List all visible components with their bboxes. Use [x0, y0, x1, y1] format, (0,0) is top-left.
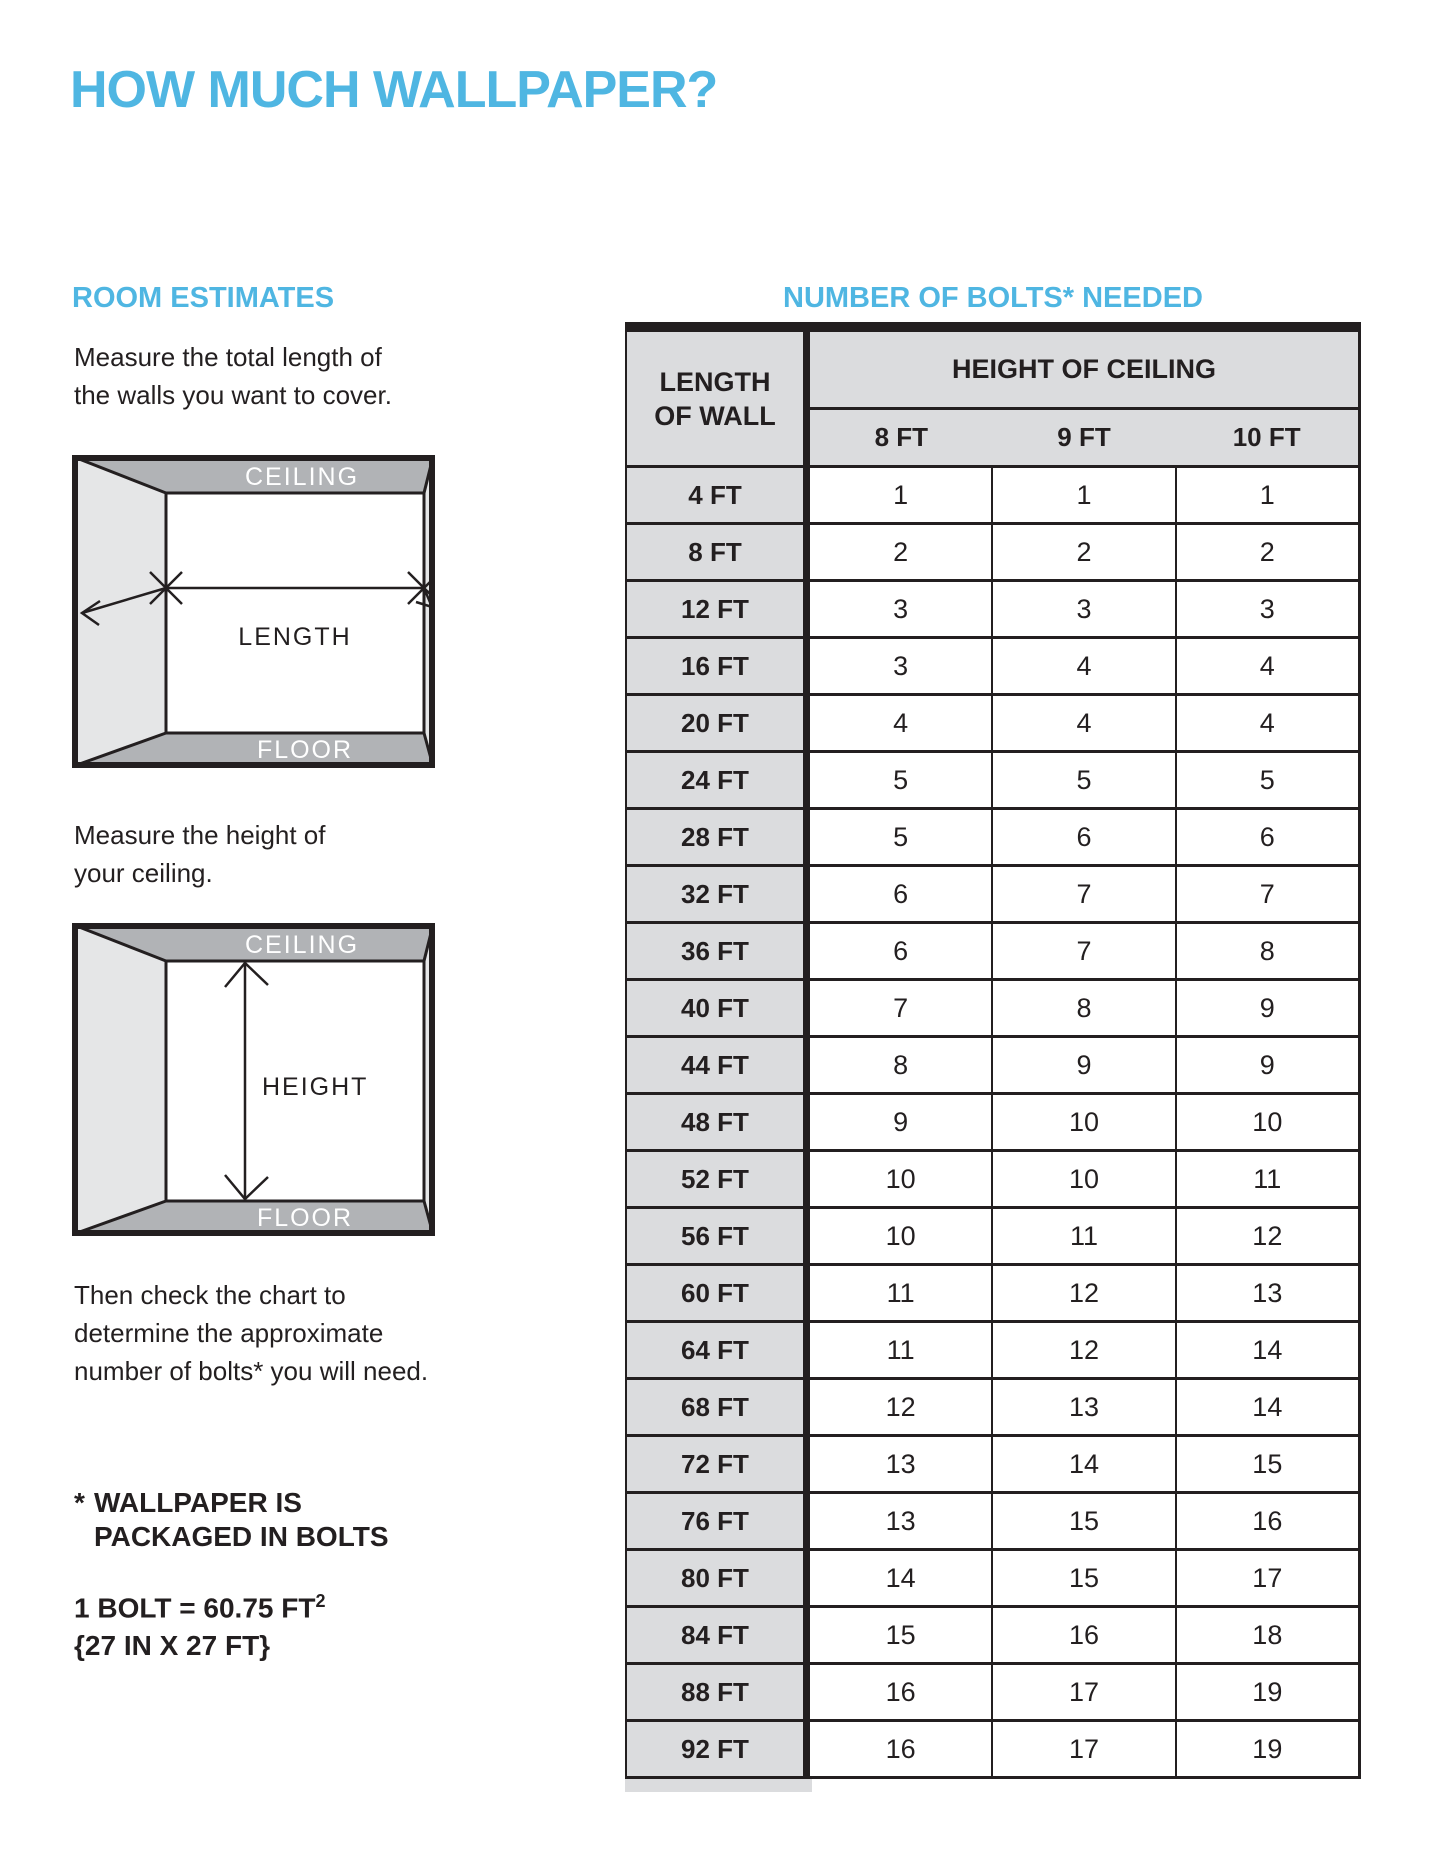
bolt-count-cell: 12: [810, 1380, 993, 1434]
table-row: [627, 1719, 1358, 1776]
bolt-count-cell: 13: [810, 1437, 993, 1491]
table-row: [627, 1206, 1358, 1263]
bolt-count-cell: 9: [1259, 992, 1275, 1023]
row-label-wall-length: 12 FT: [627, 582, 810, 636]
bolt-count-cell: 12: [1252, 1220, 1283, 1251]
table-row: [627, 579, 1358, 636]
bolt-count-cell: 10: [1252, 1106, 1283, 1137]
table-row: [627, 1548, 1358, 1605]
bolt-count-cell: 13: [1252, 1277, 1283, 1308]
bolt-count-cell: 8: [1259, 935, 1275, 966]
bolt-count-cell: 4: [993, 639, 1176, 693]
column-header-ceiling-height: 9 FT: [1057, 422, 1111, 452]
bolt-count-cell: 17: [993, 1722, 1176, 1776]
floor-label: FLOOR: [256, 736, 354, 764]
table-row: [627, 1263, 1358, 1320]
table-row: [627, 978, 1358, 1035]
bolt-count-cell: 6: [810, 867, 993, 921]
row-label-wall-length: 44 FT: [627, 1038, 810, 1092]
bolt-count-cell: 14: [810, 1551, 993, 1605]
column-header-ceiling-height: 10 FT: [1232, 422, 1301, 452]
instruction-measure-length: Measure the total length of the walls you want to cover.: [74, 342, 392, 410]
row-label-wall-length: 56 FT: [627, 1209, 810, 1263]
section-heading-room-estimates: ROOM ESTIMATES: [72, 282, 335, 314]
table-body: [627, 465, 1358, 1776]
bolt-count-cell: 11: [810, 1323, 993, 1377]
bolt-count-cell: 10: [810, 1152, 993, 1206]
bolt-count-cell: 14: [993, 1437, 1176, 1491]
bolt-count-cell: 5: [1259, 764, 1275, 795]
row-label-wall-length: 84 FT: [627, 1608, 810, 1662]
bolt-count-cell: 13: [993, 1380, 1176, 1434]
bolt-count-cell: 1: [1259, 479, 1275, 510]
table-top-bar: [625, 322, 1361, 332]
bolt-count-cell: 16: [810, 1665, 993, 1719]
bolt-count-cell: 15: [1252, 1448, 1283, 1479]
ceiling-label: CEILING: [244, 463, 360, 491]
ceiling-label: CEILING: [244, 931, 360, 959]
table-row: [627, 1662, 1358, 1719]
bolt-count-cell: 3: [810, 639, 993, 693]
bolt-count-cell: 16: [993, 1608, 1176, 1662]
row-label-wall-length: 40 FT: [627, 981, 810, 1035]
table-row: [627, 522, 1358, 579]
bolt-count-cell: 9: [993, 1038, 1176, 1092]
row-label-wall-length: 28 FT: [627, 810, 810, 864]
bolt-count-cell: 9: [810, 1095, 993, 1149]
table-row: [627, 1491, 1358, 1548]
bolt-count-cell: 10: [810, 1209, 993, 1263]
bolt-count-cell: 17: [993, 1665, 1176, 1719]
table-row: [627, 1320, 1358, 1377]
table-row: [627, 864, 1358, 921]
bolt-count-cell: 10: [993, 1152, 1176, 1206]
bolt-count-cell: 14: [1252, 1391, 1283, 1422]
row-label-wall-length: 72 FT: [627, 1437, 810, 1491]
table-row: [627, 1092, 1358, 1149]
row-label-wall-length: 60 FT: [627, 1266, 810, 1320]
row-label-wall-length: 48 FT: [627, 1095, 810, 1149]
bolt-count-cell: 15: [993, 1551, 1176, 1605]
table-row: [627, 807, 1358, 864]
bolt-count-cell: 17: [1252, 1562, 1283, 1593]
bolt-count-cell: 6: [1259, 821, 1275, 852]
superscript-2: 2: [315, 1591, 326, 1611]
bolt-count-cell: 5: [810, 753, 993, 807]
bolt-count-cell: 5: [810, 810, 993, 864]
row-label-wall-length: 80 FT: [627, 1551, 810, 1605]
bolt-count-cell: 3: [810, 582, 993, 636]
bolt-count-cell: 4: [993, 696, 1176, 750]
column-header-ceiling-height: 8 FT: [874, 422, 929, 452]
bolt-count-cell: 15: [810, 1608, 993, 1662]
row-label-wall-length: 68 FT: [627, 1380, 810, 1434]
bolt-count-cell: 4: [810, 696, 993, 750]
bolt-count-cell: 3: [1259, 593, 1275, 624]
instruction-measure-height: Measure the height of your ceiling.: [74, 820, 326, 888]
bolt-count-cell: 4: [1259, 650, 1275, 681]
bolt-count-cell: 6: [993, 810, 1176, 864]
instruction-check-chart: Then check the chart to determine the approximate number of bolts* you will need.: [74, 1280, 429, 1386]
row-label-wall-length: 24 FT: [627, 753, 810, 807]
bolts-table: [625, 322, 1361, 1779]
bolt-count-cell: 7: [1259, 878, 1275, 909]
row-label-wall-length: 16 FT: [627, 639, 810, 693]
row-label-wall-length: 76 FT: [627, 1494, 810, 1548]
ceiling-height-columns: [810, 410, 1358, 465]
table-row: [627, 465, 1358, 522]
row-label-wall-length: 52 FT: [627, 1152, 810, 1206]
table-row: [627, 1605, 1358, 1662]
bolt-count-cell: 11: [810, 1266, 993, 1320]
room-length-diagram: [72, 455, 435, 768]
bolt-count-cell: 6: [810, 924, 993, 978]
group-header-height-of-ceiling: HEIGHT OF CEILING: [810, 332, 1358, 410]
table-row: [627, 1377, 1358, 1434]
bolt-count-cell: 9: [1259, 1049, 1275, 1080]
length-label: LENGTH: [238, 623, 352, 651]
bolt-count-cell: 14: [1252, 1334, 1283, 1365]
room-height-diagram: [72, 923, 435, 1236]
bolt-count-cell: 16: [810, 1722, 993, 1776]
row-label-wall-length: 32 FT: [627, 867, 810, 921]
row-label-wall-length: 20 FT: [627, 696, 810, 750]
footnote-bolts: * WALLPAPER IS PACKAGED IN BOLTS: [74, 1487, 389, 1552]
bolt-count-cell: 2: [1259, 536, 1275, 567]
bolt-count-cell: 3: [993, 582, 1176, 636]
column-header-length-of-wall: LENGTH OF WALL: [627, 332, 810, 465]
bolt-count-cell: 12: [993, 1266, 1176, 1320]
bolt-count-cell: 8: [993, 981, 1176, 1035]
bolt-count-cell: 16: [1252, 1505, 1283, 1536]
row-label-wall-length: 8 FT: [627, 525, 810, 579]
bolt-count-cell: 1: [810, 468, 993, 522]
bolt-count-cell: 7: [993, 924, 1176, 978]
bolt-dimensions: {27 IN X 27 FT}: [74, 1630, 271, 1662]
page-title: HOW MUCH WALLPAPER?: [70, 61, 718, 119]
bolt-size-info: [74, 1582, 325, 1665]
bolt-equation: 1 BOLT = 60.75 $FT^2$: [74, 1591, 326, 1624]
table-row: [627, 693, 1358, 750]
asterisk: *: [74, 1487, 85, 1518]
table-header: [627, 332, 1358, 465]
table-row: [627, 1035, 1358, 1092]
height-label: HEIGHT: [262, 1073, 369, 1101]
bolt-count-cell: 11: [1253, 1163, 1282, 1194]
row-label-wall-length: 36 FT: [627, 924, 810, 978]
bolt-count-cell: 19: [1252, 1733, 1283, 1764]
table-bottom-gray-strip: [625, 1779, 812, 1792]
bolt-count-cell: 5: [993, 753, 1176, 807]
table-row: [627, 921, 1358, 978]
table-row: [627, 750, 1358, 807]
bolt-count-cell: 11: [993, 1209, 1176, 1263]
table-row: [627, 1149, 1358, 1206]
bolt-count-cell: 12: [993, 1323, 1176, 1377]
floor-label: FLOOR: [256, 1204, 354, 1232]
bolt-count-cell: 2: [993, 525, 1176, 579]
bolt-count-cell: 7: [993, 867, 1176, 921]
table-row: [627, 1434, 1358, 1491]
left-wall: [74, 925, 166, 1234]
bolt-count-cell: 1: [993, 468, 1176, 522]
row-label-wall-length: 64 FT: [627, 1323, 810, 1377]
bolt-count-cell: 19: [1252, 1676, 1283, 1707]
bolt-count-cell: 4: [1259, 707, 1275, 738]
row-label-wall-length: 88 FT: [627, 1665, 810, 1719]
row-label-wall-length: 92 FT: [627, 1722, 810, 1776]
bolt-count-cell: 7: [810, 981, 993, 1035]
bolt-count-cell: 15: [993, 1494, 1176, 1548]
bolt-count-cell: 2: [810, 525, 993, 579]
bolt-count-cell: 18: [1252, 1619, 1283, 1650]
bolt-count-cell: 10: [993, 1095, 1176, 1149]
table-heading: NUMBER OF BOLTS* NEEDED: [783, 282, 1203, 314]
row-label-wall-length: 4 FT: [627, 468, 810, 522]
bolt-count-cell: 8: [810, 1038, 993, 1092]
table-row: [627, 636, 1358, 693]
bolt-count-cell: 13: [810, 1494, 993, 1548]
